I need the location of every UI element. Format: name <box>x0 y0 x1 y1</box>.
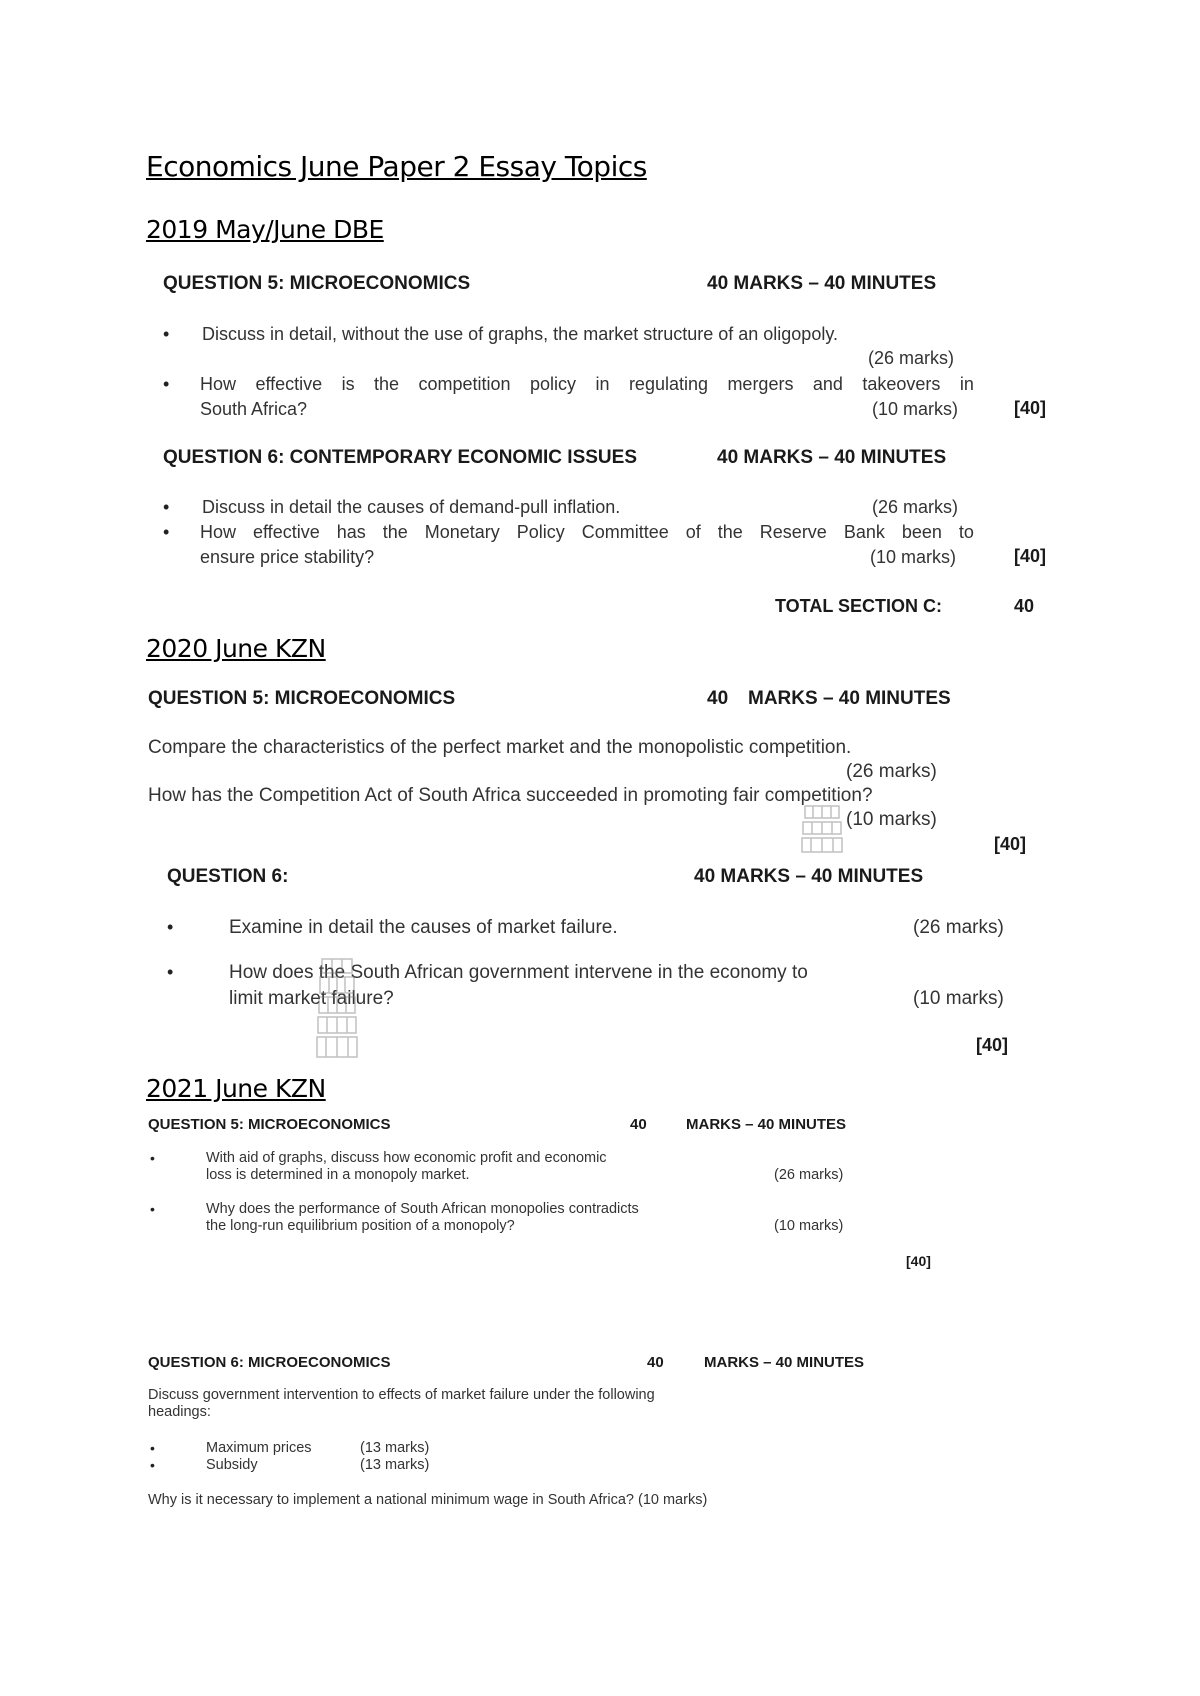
q5-bullet1-line1-2021: With aid of graphs, discuss how economic profit and economic <box>206 1150 607 1166</box>
q5-bullet2-marks-2021: (10 marks) <box>774 1218 844 1234</box>
justified-word: to <box>958 522 974 542</box>
q6-total-2019: [40] <box>1014 546 1047 566</box>
q5-bullet1-marks-2021: (26 marks) <box>774 1167 844 1183</box>
tower-watermark-icon <box>312 955 362 1063</box>
q6-bullet2-marks-2020: (10 marks) <box>913 988 1004 1009</box>
q6-bullet1-marks-2019: (26 marks) <box>872 497 959 517</box>
section-total-label: TOTAL SECTION C: <box>775 596 943 616</box>
q6-intro-line2-2021: headings: <box>148 1404 211 1420</box>
justified-word: competition <box>418 374 511 394</box>
q5-title-2021: QUESTION 5: MICROECONOMICS <box>148 1116 391 1133</box>
q5-bullet1-line2-2021: loss is determined in a monopoly market. <box>206 1167 470 1183</box>
bullet-icon: • <box>167 917 174 937</box>
q5-marks-2019: 40 MARKS – 40 MINUTES <box>707 273 937 294</box>
q6-bullet2-line2-2020: limit market failure? <box>229 988 394 1009</box>
bullet-icon: • <box>163 497 170 517</box>
q6-marks-2021: MARKS – 40 MINUTES <box>704 1354 865 1371</box>
q6-last-question-2021: Why is it necessary to implement a national minimum wage in South Africa? (10 marks) <box>148 1492 708 1508</box>
section-heading-2019: 2019 May/June DBE <box>146 215 384 244</box>
q6-marks-number-2021: 40 <box>647 1354 664 1371</box>
q6-bullet2-line1-2019 <box>200 522 974 543</box>
q5-marks-2021: MARKS – 40 MINUTES <box>686 1116 847 1133</box>
justified-word: takeovers <box>862 374 941 394</box>
justified-word: the <box>382 522 408 542</box>
justified-word: of <box>685 522 701 542</box>
q5-bullet2-line1-2021: Why does the performance of South African monopolies contradicts <box>206 1201 639 1217</box>
q6-heading2-marks-2021: (13 marks) <box>360 1457 430 1473</box>
q5-marks-2020: MARKS – 40 MINUTES <box>748 688 951 709</box>
q5-bullet1-marks-2019: (26 marks) <box>868 348 955 368</box>
q6-marks-2019: 40 MARKS – 40 MINUTES <box>717 447 947 468</box>
q6-total-2020: [40] <box>976 1035 1009 1055</box>
bullet-icon: • <box>150 1150 155 1166</box>
q6-heading1-label-2021: Maximum prices <box>206 1440 312 1456</box>
q5-bullet2-line2-2019: South Africa? <box>200 399 308 419</box>
q5-title-2020: QUESTION 5: MICROECONOMICS <box>148 688 456 709</box>
q5-bullet2-line1-2019 <box>200 374 974 395</box>
justified-word: has <box>336 522 366 542</box>
bullet-icon: • <box>163 522 170 542</box>
justified-word: been <box>901 522 942 542</box>
q5-para1-marks-2020: (26 marks) <box>846 761 937 782</box>
q5-marks-number-2020: 40 <box>707 688 729 709</box>
q6-bullet2-marks-2019: (10 marks) <box>870 547 957 567</box>
justified-word: policy <box>530 374 577 394</box>
justified-word: Policy <box>516 522 565 542</box>
q6-title-2019: QUESTION 6: CONTEMPORARY ECONOMIC ISSUES <box>163 447 637 468</box>
q6-bullet1-2020: Examine in detail the causes of market failure. <box>229 917 618 938</box>
bullet-icon: • <box>150 1457 155 1473</box>
q5-total-2020: [40] <box>994 834 1027 854</box>
justified-word: How <box>200 374 237 394</box>
section-heading-2020: 2020 June KZN <box>146 634 326 663</box>
q6-marks-2020: 40 MARKS – 40 MINUTES <box>694 866 924 887</box>
q5-title-2019: QUESTION 5: MICROECONOMICS <box>163 273 471 294</box>
q5-para2-marks-2020: (10 marks) <box>846 809 937 830</box>
section-total-value: 40 <box>1014 596 1035 616</box>
q6-bullet1-marks-2020: (26 marks) <box>913 917 1004 938</box>
q6-bullet2-line2-2019: ensure price stability? <box>200 547 375 567</box>
q6-intro-line1-2021: Discuss government intervention to effects of market failure under the following <box>148 1387 655 1403</box>
document-title: Economics June Paper 2 Essay Topics <box>146 150 647 183</box>
q6-heading1-marks-2021: (13 marks) <box>360 1440 430 1456</box>
section-heading-2021: 2021 June KZN <box>146 1074 326 1103</box>
q5-total-2019: [40] <box>1014 398 1047 418</box>
justified-word: effective <box>255 374 323 394</box>
justified-word: effective <box>253 522 320 542</box>
justified-word: Reserve <box>759 522 827 542</box>
justified-word: regulating <box>628 374 708 394</box>
q6-bullet2-line1-2020: How does the South African government intervene in the economy to <box>229 962 808 983</box>
justified-word: How <box>200 522 237 542</box>
bullet-icon: • <box>150 1201 155 1217</box>
q6-heading2-label-2021: Subsidy <box>206 1457 258 1473</box>
q5-bullet2-line2-2021: the long-run equilibrium position of a monopoly? <box>206 1218 515 1234</box>
bullet-icon: • <box>163 374 170 394</box>
justified-word: Bank <box>843 522 885 542</box>
tower-watermark-icon <box>797 800 847 858</box>
justified-word: and <box>812 374 843 394</box>
justified-word: in <box>959 374 974 394</box>
justified-word: mergers <box>727 374 794 394</box>
justified-word: the <box>717 522 743 542</box>
justified-word: is <box>341 374 355 394</box>
q5-marks-number-2021: 40 <box>630 1116 647 1133</box>
justified-word: Committee <box>581 522 669 542</box>
bullet-icon: • <box>163 324 170 344</box>
q5-bullet1-2019: Discuss in detail, without the use of graphs, the market structure of an oligopoly. <box>202 324 838 344</box>
q5-para2-2020: How has the Competition Act of South Africa succeeded in promoting fair competition? <box>148 785 873 806</box>
q6-bullet1-2019: Discuss in detail the causes of demand-pull inflation. <box>202 497 621 517</box>
bullet-icon: • <box>167 962 174 982</box>
q5-total-2021: [40] <box>906 1253 931 1269</box>
q5-bullet2-marks-2019: (10 marks) <box>872 399 959 419</box>
bullet-icon: • <box>150 1440 155 1456</box>
q6-title-2020: QUESTION 6: <box>167 866 289 887</box>
justified-word: the <box>374 374 400 394</box>
justified-word: Monetary <box>424 522 500 542</box>
q6-title-2021: QUESTION 6: MICROECONOMICS <box>148 1354 391 1371</box>
q5-para1-2020: Compare the characteristics of the perfect market and the monopolistic competition. <box>148 737 852 758</box>
justified-word: in <box>595 374 610 394</box>
